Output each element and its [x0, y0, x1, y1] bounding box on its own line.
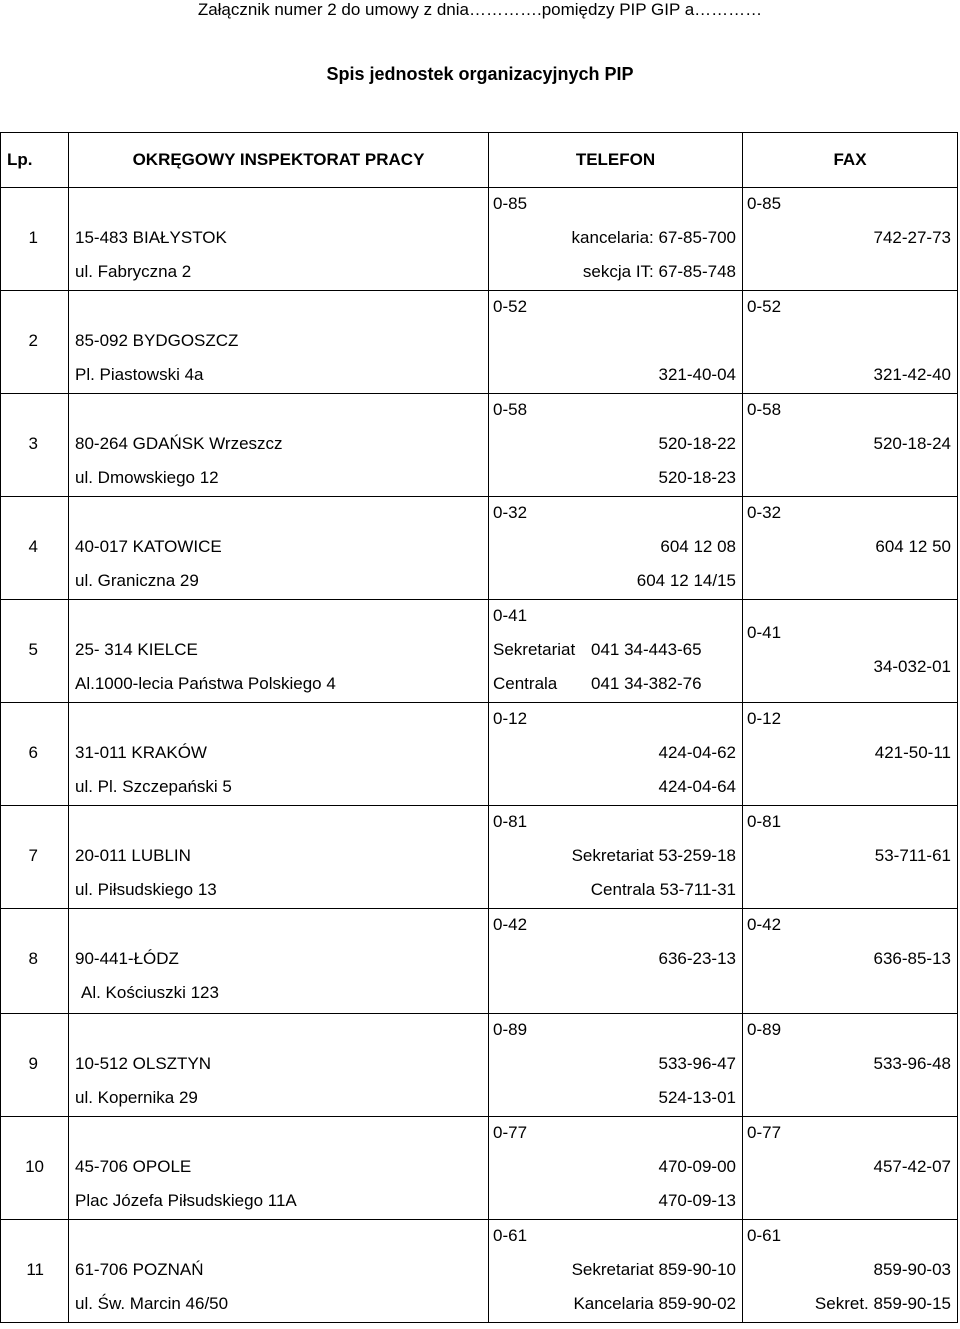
address: ul. Graniczna 29 — [75, 571, 199, 590]
city: 31-011 KRAKÓW — [75, 743, 207, 762]
phone-2: 041 34-382-76 — [591, 674, 702, 693]
fax-1: 34-032-01 — [873, 657, 951, 676]
phone-prefix: 0-41 — [493, 606, 528, 625]
table-row — [1, 703, 958, 806]
phone-prefix: 0-85 — [493, 194, 528, 213]
city: 90-441-ŁÓDZ — [75, 949, 179, 968]
city: 25- 314 KIELCE — [75, 640, 198, 659]
address: ul. Piłsudskiego 13 — [75, 880, 217, 899]
phone-prefix: 0-89 — [493, 1020, 528, 1039]
table-row — [1, 1014, 958, 1117]
address: Al.1000-lecia Państwa Polskiego 4 — [75, 674, 336, 693]
phone-1: 321-40-04 — [658, 365, 736, 384]
col-header-inspectorate: OKRĘGOWY INSPEKTORAT PRACY — [69, 133, 489, 188]
table-row — [1, 1220, 958, 1323]
address: ul. Dmowskiego 12 — [75, 468, 219, 487]
row-number: 5 — [28, 640, 38, 659]
phone-prefix: 0-61 — [493, 1226, 528, 1245]
phone-2: 520-18-23 — [658, 468, 736, 487]
col-header-fax: FAX — [743, 133, 958, 188]
fax-prefix: 0-85 — [747, 194, 782, 213]
row-number: 9 — [28, 1054, 38, 1073]
table-header-row — [1, 133, 958, 188]
phone-prefix: 0-52 — [493, 297, 528, 316]
address: Pl. Piastowski 4a — [75, 365, 204, 384]
fax-prefix: 0-81 — [747, 812, 782, 831]
phone-prefix: 0-32 — [493, 503, 528, 522]
row-number: 3 — [28, 434, 38, 453]
table-row — [1, 394, 958, 497]
address: Plac Józefa Piłsudskiego 11A — [75, 1191, 297, 1210]
phone-1: 636-23-13 — [658, 949, 736, 968]
phone-prefix: 0-81 — [493, 812, 528, 831]
phone-1: 470-09-00 — [658, 1157, 736, 1176]
city: 40-017 KATOWICE — [75, 537, 222, 556]
phone-1: Sekretariat 859-90-10 — [571, 1260, 736, 1279]
phone-1: 041 34-443-65 — [591, 640, 702, 659]
city: 85-092 BYDGOSZCZ — [75, 331, 239, 350]
row-number: 7 — [28, 846, 38, 865]
fax-1: 321-42-40 — [873, 365, 951, 384]
row-number: 8 — [28, 949, 38, 968]
city: 45-706 OPOLE — [75, 1157, 192, 1176]
table-row — [1, 291, 958, 394]
city: 10-512 OLSZTYN — [75, 1054, 212, 1073]
phone-1: 604 12 08 — [660, 537, 736, 556]
phone-2-label: Centrala — [493, 674, 558, 693]
phone-2: sekcja IT: 67-85-748 — [582, 262, 736, 281]
fax-prefix: 0-89 — [747, 1020, 782, 1039]
table-row — [1, 497, 958, 600]
fax-prefix: 0-32 — [747, 503, 782, 522]
fax-prefix: 0-61 — [747, 1226, 782, 1245]
fax-1: 520-18-24 — [873, 434, 951, 453]
phone-1: 520-18-22 — [658, 434, 736, 453]
phone-2: Centrala 53-711-31 — [590, 880, 736, 899]
fax-1: 53-711-61 — [874, 846, 951, 865]
row-number: 1 — [28, 228, 38, 247]
phone-prefix: 0-58 — [493, 400, 528, 419]
fax-prefix: 0-77 — [747, 1123, 782, 1142]
phone-1: 533-96-47 — [658, 1054, 736, 1073]
row-number: 10 — [25, 1157, 44, 1176]
phone-2: 470-09-13 — [658, 1191, 736, 1210]
phone-prefix: 0-77 — [493, 1123, 528, 1142]
phone-2: 424-04-64 — [658, 777, 736, 796]
table-row — [1, 1117, 958, 1220]
phone-prefix: 0-42 — [493, 915, 528, 934]
fax-1: 421-50-11 — [874, 743, 951, 762]
city: 80-264 GDAŃSK Wrzeszcz — [75, 434, 283, 453]
address: Al. Kościuszki 123 — [81, 983, 219, 1002]
table-row — [1, 806, 958, 909]
phone-2: 604 12 14/15 — [636, 571, 736, 590]
document-title: Spis jednostek organizacyjnych PIP — [326, 64, 634, 84]
fax-1: 859-90-03 — [873, 1260, 951, 1279]
phone-2: Kancelaria 859-90-02 — [573, 1294, 736, 1313]
fax-prefix: 0-58 — [747, 400, 782, 419]
fax-1: 533-96-48 — [873, 1054, 951, 1073]
table-row — [1, 188, 958, 291]
fax-2: Sekret. 859-90-15 — [814, 1294, 951, 1313]
col-header-lp: Lp. — [1, 133, 69, 188]
row-number: 2 — [28, 331, 38, 350]
row-number: 4 — [28, 537, 38, 556]
city: 15-483 BIAŁYSTOK — [75, 228, 227, 247]
city: 20-011 LUBLIN — [75, 846, 191, 865]
city: 61-706 POZNAŃ — [75, 1260, 204, 1279]
attachment-note: Załącznik numer 2 do umowy z dnia………….pomiędzy PIP GIP a………… — [197, 0, 763, 19]
fax-prefix: 0-52 — [747, 297, 782, 316]
fax-1: 457-42-07 — [873, 1157, 951, 1176]
table-row — [1, 909, 958, 1014]
fax-1: 636-85-13 — [873, 949, 951, 968]
fax-1: 604 12 50 — [875, 537, 951, 556]
address: ul. Św. Marcin 46/50 — [75, 1294, 229, 1313]
phone-2: 524-13-01 — [658, 1088, 736, 1107]
phone-1: kancelaria: 67-85-700 — [571, 228, 736, 247]
address: ul. Fabryczna 2 — [75, 262, 192, 281]
row-number: 11 — [26, 1260, 44, 1279]
fax-prefix: 0-42 — [747, 915, 782, 934]
phone-prefix: 0-12 — [493, 709, 528, 728]
phone-1: 424-04-62 — [658, 743, 736, 762]
table-row — [1, 600, 958, 703]
phone-1-label: Sekretariat — [493, 640, 576, 659]
phone-1: Sekretariat 53-259-18 — [571, 846, 736, 865]
fax-1: 742-27-73 — [873, 228, 951, 247]
address: ul. Kopernika 29 — [75, 1088, 198, 1107]
units-table — [0, 132, 958, 1323]
address: ul. Pl. Szczepański 5 — [75, 777, 232, 796]
fax-prefix: 0-12 — [747, 709, 782, 728]
fax-prefix: 0-41 — [747, 623, 782, 642]
row-number: 6 — [28, 743, 38, 762]
col-header-phone: TELEFON — [489, 133, 743, 188]
